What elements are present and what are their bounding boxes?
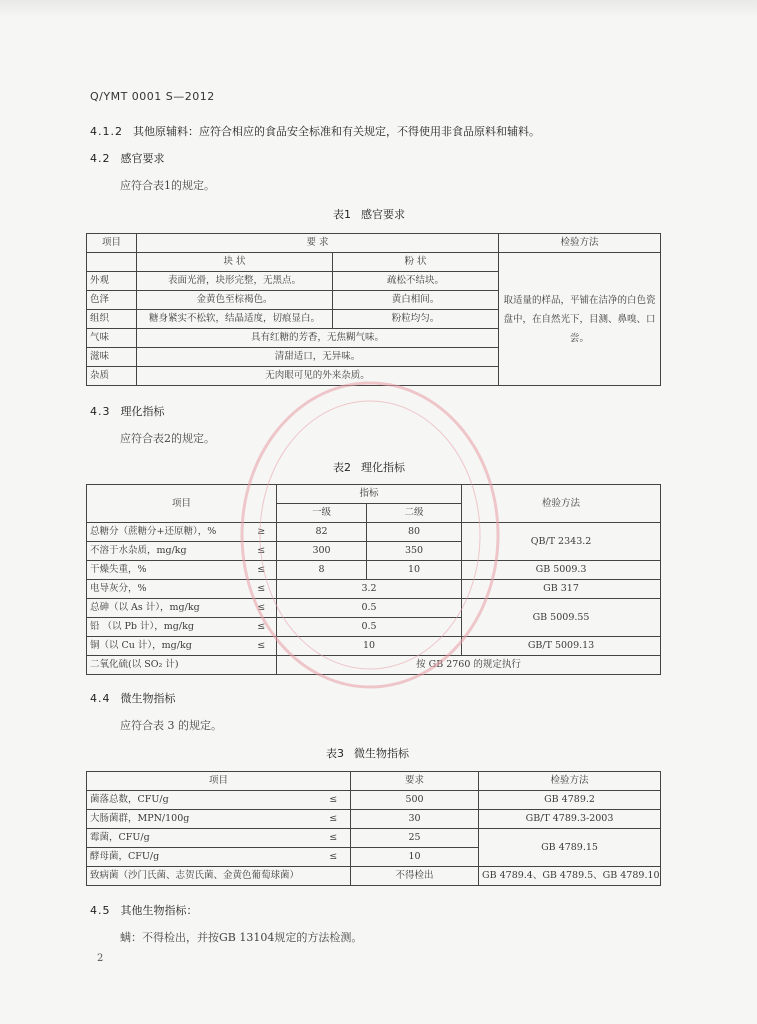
table-row xyxy=(87,523,661,542)
caption-number: 表3 xyxy=(326,747,344,760)
row-method: GB/T 4789.3-2003 xyxy=(479,810,661,829)
row-grade-2: 350 xyxy=(367,542,462,561)
caption-number: 表2 xyxy=(333,461,351,474)
row-item: 大肠菌群，MPN/100g xyxy=(87,810,317,829)
header-block: 块 状 xyxy=(137,253,333,272)
row-item: 铜（以 Cu 计），mg/kg xyxy=(87,637,247,656)
table3-caption xyxy=(326,745,409,761)
table-row xyxy=(87,656,661,675)
caption-title: 感官要求 xyxy=(361,208,405,221)
table-row xyxy=(87,561,661,580)
row-item: 菌落总数，CFU/g xyxy=(87,791,317,810)
row-symbol: ≤ xyxy=(317,829,351,848)
header-grade-2: 二级 xyxy=(367,504,462,523)
section-number: 4.4 xyxy=(90,692,111,705)
row-requirement: 30 xyxy=(351,810,479,829)
section-number: 4.3 xyxy=(90,405,111,418)
table-row xyxy=(87,867,661,886)
row-symbol: ≤ xyxy=(247,618,277,637)
row-grade-1: 300 xyxy=(277,542,367,561)
row-powder: 黄白相间。 xyxy=(333,291,499,310)
row-item: 滋味 xyxy=(87,348,137,367)
table-header-row xyxy=(87,772,661,791)
table-header-row xyxy=(87,485,661,504)
row-value: 0.5 xyxy=(277,599,462,618)
row-method: GB 317 xyxy=(462,580,661,599)
row-value: 3.2 xyxy=(277,580,462,599)
row-symbol: ≤ xyxy=(317,791,351,810)
section-4-4-heading xyxy=(90,690,176,706)
row-symbol: ≤ xyxy=(317,848,351,867)
method-cell: 取适量的样品，平铺在洁净的白色瓷盘中，在自然光下，目测、鼻嗅、口尝。 xyxy=(499,253,661,386)
row-method: QB/T 2343.2 xyxy=(462,523,661,561)
header-requirement: 要 求 xyxy=(137,234,499,253)
header-method: 检验方法 xyxy=(479,772,661,791)
row-grade-2: 10 xyxy=(367,561,462,580)
physicochemical-table xyxy=(86,484,661,675)
header-item: 项目 xyxy=(87,234,137,253)
section-4-3-heading xyxy=(90,403,165,419)
row-item: 外观 xyxy=(87,272,137,291)
row-value: 10 xyxy=(277,637,462,656)
row-block: 表面光滑，块形完整，无黑点。 xyxy=(137,272,333,291)
row-item: 铅 （以 Pb 计），mg/kg xyxy=(87,618,247,637)
section-4-3-text: 应符合表2的规定。 xyxy=(120,432,215,445)
section-4-4-text: 应符合表 3 的规定。 xyxy=(120,719,222,732)
row-requirement: 不得检出 xyxy=(351,867,479,886)
row-requirement: 500 xyxy=(351,791,479,810)
row-grade-1: 82 xyxy=(277,523,367,542)
standard-code: Q/YMT 0001 S—2012 xyxy=(90,90,215,103)
row-requirement: 25 xyxy=(351,829,479,848)
table-subheader-row xyxy=(87,253,661,272)
section-title: 理化指标 xyxy=(120,405,165,418)
table2-caption xyxy=(333,459,405,475)
table-row xyxy=(87,580,661,599)
section-title: 微生物指标 xyxy=(120,692,176,705)
caption-title: 微生物指标 xyxy=(354,747,409,760)
row-item: 酵母菌，CFU/g xyxy=(87,848,317,867)
header-method: 检验方法 xyxy=(462,485,661,523)
table-header-row xyxy=(87,234,661,253)
row-item: 色泽 xyxy=(87,291,137,310)
row-symbol: ≤ xyxy=(247,580,277,599)
row-item: 不溶于水杂质，mg/kg xyxy=(87,542,247,561)
header-item: 项目 xyxy=(87,772,351,791)
section-title: 其他生物指标： xyxy=(120,904,198,917)
row-symbol: ≤ xyxy=(317,810,351,829)
sensory-requirements-table xyxy=(86,233,661,386)
row-item: 总砷（以 As 计），mg/kg xyxy=(87,599,247,618)
row-symbol: ≤ xyxy=(247,599,277,618)
microbiological-table xyxy=(86,771,661,886)
table-row xyxy=(87,637,661,656)
row-item: 总糖分（蔗糖分+还原糖），% xyxy=(87,523,247,542)
row-item: 霉菌，CFU/g xyxy=(87,829,317,848)
table1-caption xyxy=(333,206,405,222)
row-method: GB 5009.3 xyxy=(462,561,661,580)
table-row xyxy=(87,829,661,848)
header-item: 项目 xyxy=(87,485,277,523)
caption-title: 理化指标 xyxy=(361,461,405,474)
header-method: 检验方法 xyxy=(499,234,661,253)
row-item: 电导灰分，% xyxy=(87,580,247,599)
table-row xyxy=(87,599,661,618)
row-item: 杂质 xyxy=(87,367,137,386)
row-powder: 疏松不结块。 xyxy=(333,272,499,291)
row-symbol: ≤ xyxy=(247,561,277,580)
row-symbol: ≤ xyxy=(247,542,277,561)
section-number: 4.2 xyxy=(90,152,111,165)
row-item: 干燥失重，% xyxy=(87,561,247,580)
clause-number: 4.1.2 xyxy=(90,125,123,138)
row-requirement: 按 GB 2760 的规定执行 xyxy=(277,656,661,675)
section-title: 感官要求 xyxy=(120,152,165,165)
page-number: 2 xyxy=(97,953,104,964)
row-requirement: 10 xyxy=(351,848,479,867)
row-requirement: 无肉眼可见的外来杂质。 xyxy=(137,367,499,386)
table-row xyxy=(87,791,661,810)
section-4-5-text: 螨：不得检出，并按GB 13104规定的方法检测。 xyxy=(120,931,363,944)
clause-text: 其他原辅料：应符合相应的食品安全标准和有关规定，不得使用非食品原料和辅料。 xyxy=(133,125,540,138)
row-grade-2: 80 xyxy=(367,523,462,542)
row-symbol: ≥ xyxy=(247,523,277,542)
row-method: GB 4789.15 xyxy=(479,829,661,867)
header-requirement: 要求 xyxy=(351,772,479,791)
empty-cell xyxy=(87,253,137,272)
header-powder: 粉 状 xyxy=(333,253,499,272)
row-method: GB/T 5009.13 xyxy=(462,637,661,656)
scan-edge xyxy=(0,0,757,18)
row-value: 0.5 xyxy=(277,618,462,637)
section-4-2-heading xyxy=(90,150,165,166)
row-method: GB 5009.55 xyxy=(462,599,661,637)
section-4-2-text: 应符合表1的规定。 xyxy=(120,179,215,192)
row-item: 组织 xyxy=(87,310,137,329)
caption-number: 表1 xyxy=(333,208,351,221)
section-4-5-heading xyxy=(90,902,198,918)
row-method: GB 4789.4、GB 4789.5、GB 4789.10 xyxy=(479,867,661,886)
row-method: GB 4789.2 xyxy=(479,791,661,810)
row-item: 二氧化硫(以 SO₂ 计) xyxy=(87,656,277,675)
row-requirement: 具有红糖的芳香，无焦糊气味。 xyxy=(137,329,499,348)
row-requirement: 清甜适口，无异味。 xyxy=(137,348,499,367)
header-grade-1: 一级 xyxy=(277,504,367,523)
header-index: 指标 xyxy=(277,485,462,504)
row-symbol: ≤ xyxy=(247,637,277,656)
table-row xyxy=(87,810,661,829)
row-item: 致病菌（沙门氏菌、志贺氏菌、金黄色葡萄球菌） xyxy=(87,867,351,886)
row-block: 金黄色至棕褐色。 xyxy=(137,291,333,310)
row-item: 气味 xyxy=(87,329,137,348)
section-number: 4.5 xyxy=(90,904,111,917)
row-powder: 粉粒均匀。 xyxy=(333,310,499,329)
row-grade-1: 8 xyxy=(277,561,367,580)
clause-4-1-2 xyxy=(90,123,540,139)
row-block: 糖身紧实不松软，结晶适度，切痕显白。 xyxy=(137,310,333,329)
